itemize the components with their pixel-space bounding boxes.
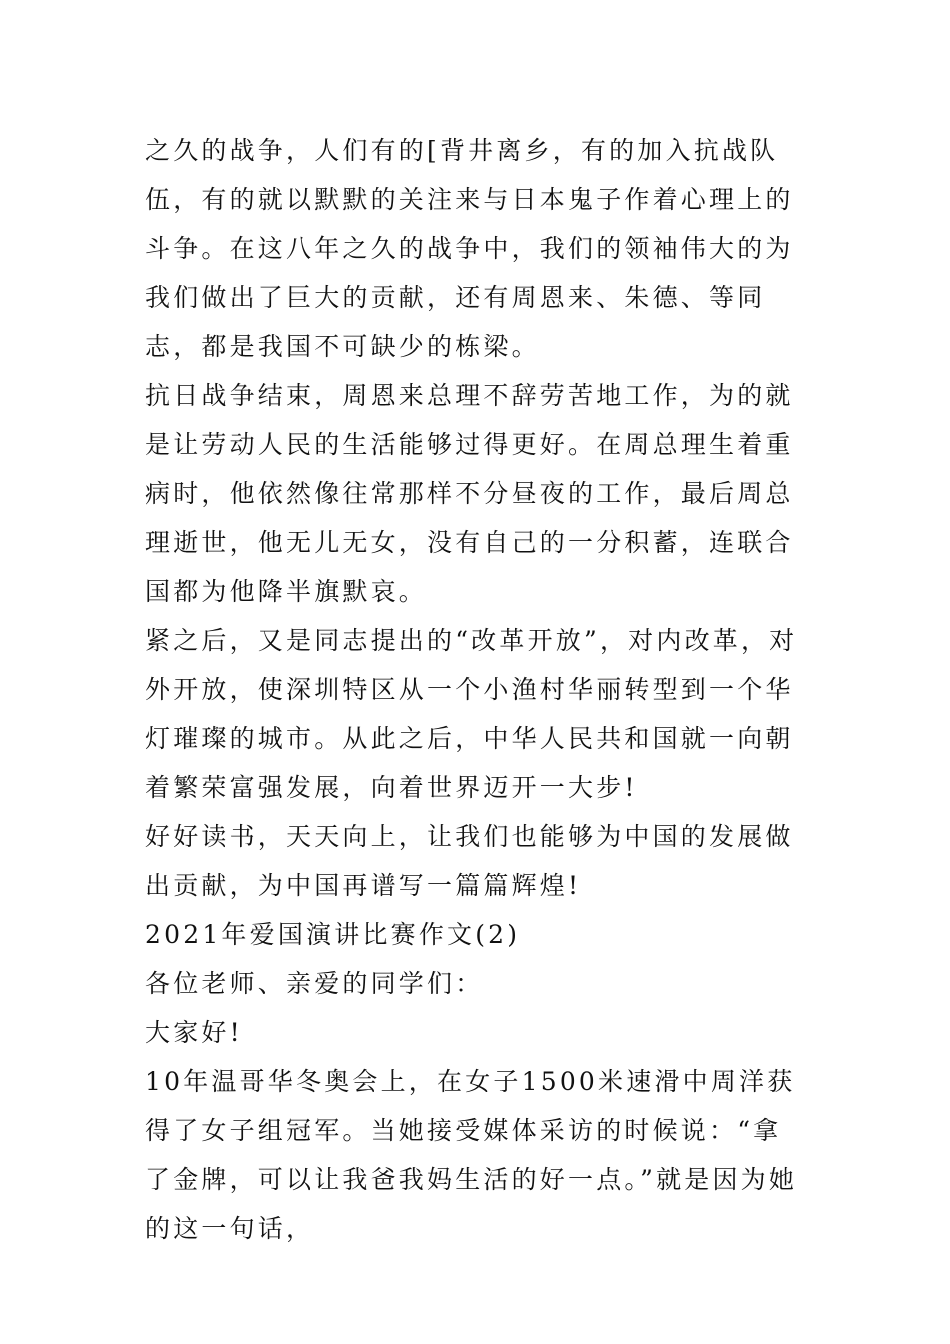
salutation: 各位老师、亲爱的同学们：: [145, 969, 484, 998]
paragraph-zhou-yang: 10年温哥华冬奥会上，在女子1500米速滑中周洋获得了女子组冠军。当她接受媒体采访的时候说：“拿了金牌，可以让我爸我妈生活的好一点。”就是因为她的这一句话，: [145, 1067, 798, 1243]
essay-title: 2021年爱国演讲比赛作文(2): [145, 920, 521, 949]
document-body: [145, 126, 807, 1253]
paragraph-zhou-enlai: 抗日战争结束，周恩来总理不辞劳苦地工作，为的就是让劳动人民的生活能够过得更好。在周总理生着重病时，他依然像往常那样不分昼夜的工作，最后周总理逝世，他无儿无女，没有自己的一分积蓄，连联合国都为他降半旗默哀。: [145, 381, 794, 606]
paragraph-study-hard: 好好读书，天天向上，让我们也能够为中国的发展做出贡献，为中国再谱写一篇篇辉煌!: [145, 822, 794, 900]
paragraph-reform-opening: 紧之后，又是同志提出的“改革开放”，对内改革，对外开放，使深圳特区从一个小渔村华丽转型到一个华灯璀璨的城市。从此之后，中华人民共和国就一向朝着繁荣富强发展，向着世界迈开一大步!: [145, 626, 798, 802]
paragraph-war-leaders: 之久的战争，人们有的[背井离乡，有的加入抗战队伍，有的就以默默的关注来与日本鬼子作着心理上的斗争。在这八年之久的战争中，我们的领袖伟大的为我们做出了巨大的贡献，还有周恩来、朱德、等同志，都是我国不可缺少的栋梁。: [145, 136, 794, 361]
greeting: 大家好!: [145, 1018, 243, 1047]
